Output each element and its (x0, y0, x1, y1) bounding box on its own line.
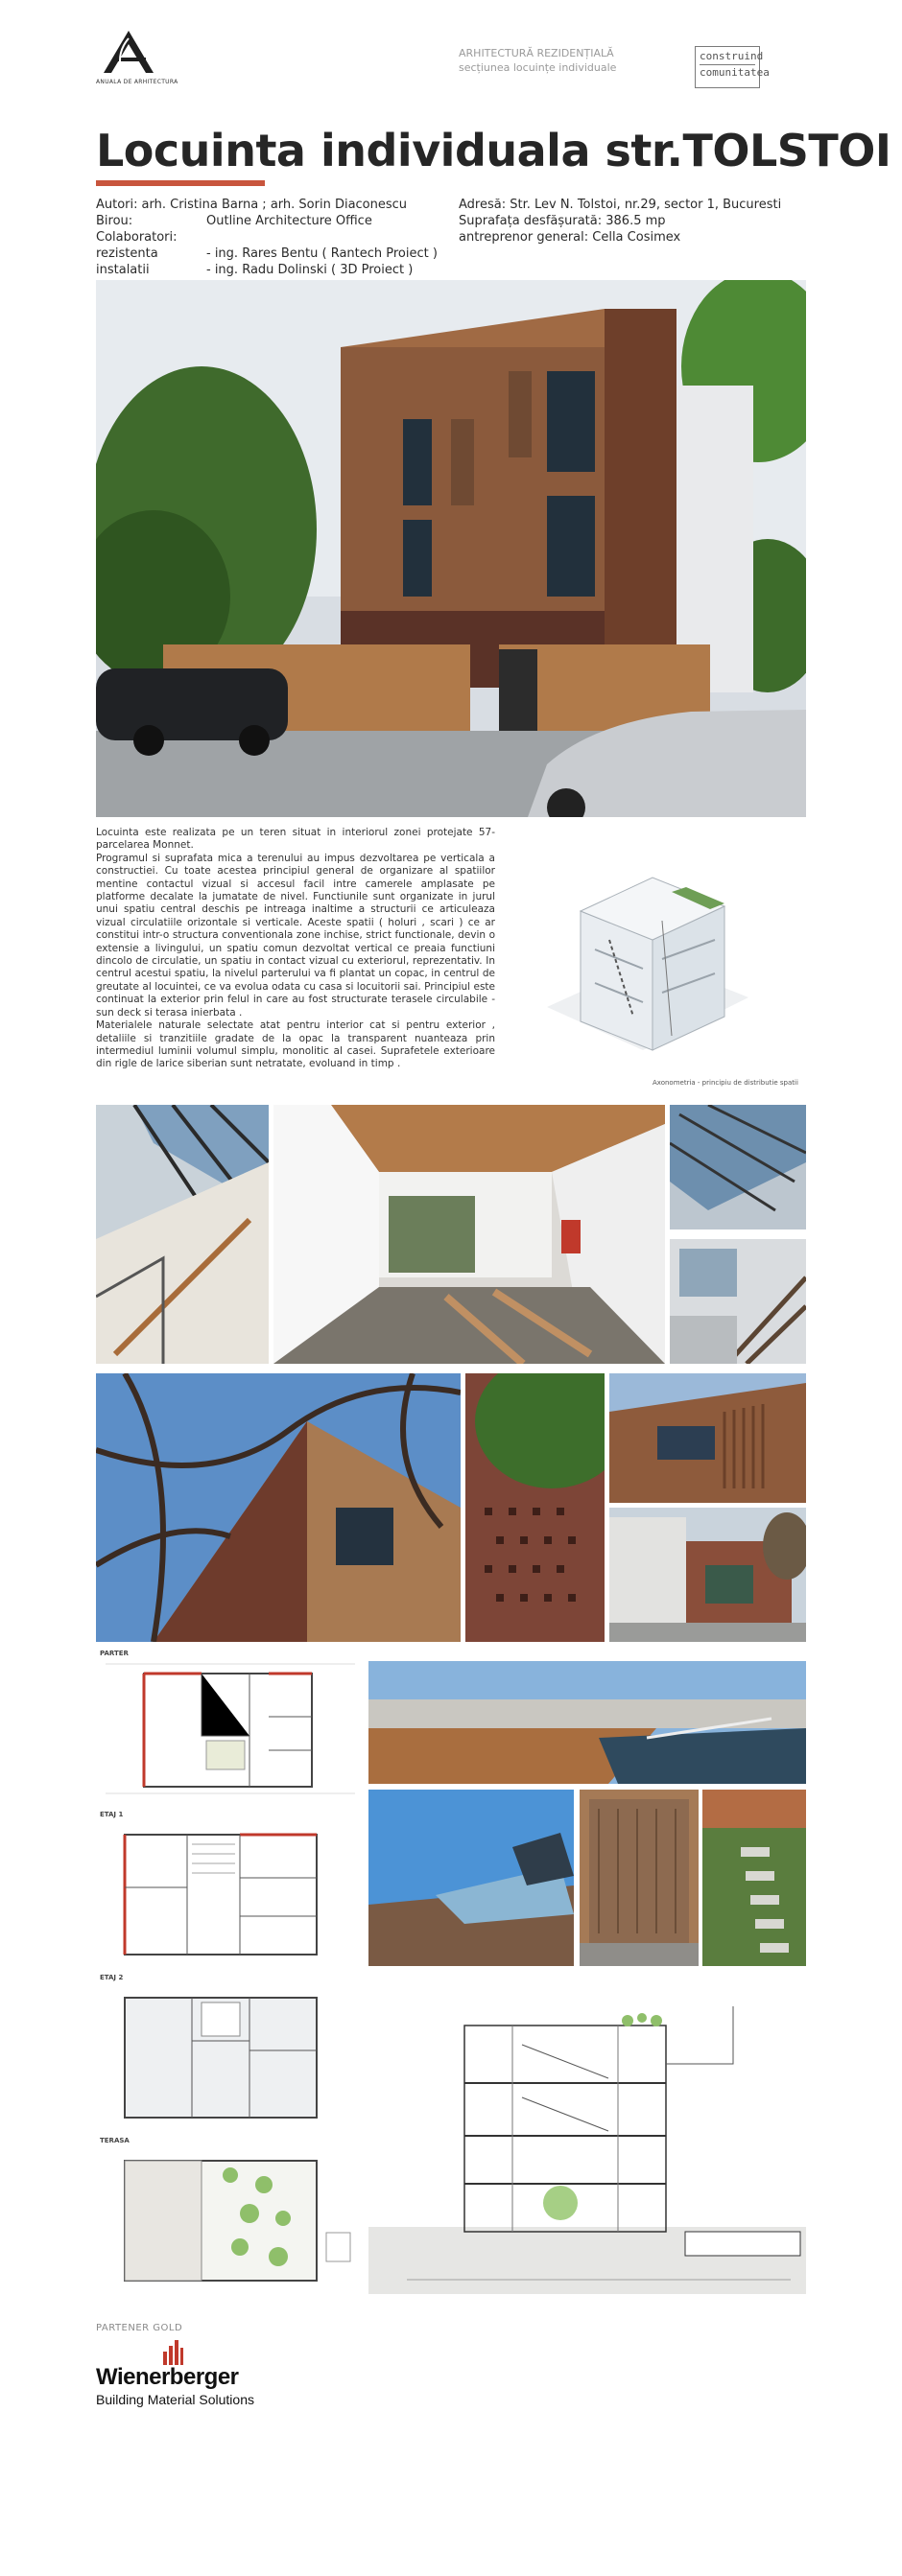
street-view-photo (609, 1508, 806, 1642)
wienerberger-mark-icon (161, 2340, 184, 2365)
credit-row: instalatii - ing. Radu Dolinski ( 3D Proiect ) (96, 263, 414, 277)
plan-label-etaj2: ETAJ 2 (100, 1974, 124, 1981)
credit-row: Colaboratori: (96, 230, 178, 245)
category-label (459, 46, 616, 75)
logo-subtitle: ANUALA DE ARHITECTURA (96, 79, 178, 85)
area-line: Suprafața desfășurată: 386.5 mp (459, 214, 666, 228)
plan-label-terasa: TERASA (100, 2137, 130, 2144)
plan-etaj1-drawing (96, 1820, 365, 1964)
credit-row: Birou: Outline Architecture Office (96, 214, 372, 228)
plan-parter-drawing (96, 1659, 365, 1798)
skylight-terrace-photo (368, 1790, 574, 1966)
section-drawing (368, 1987, 806, 2294)
main-facade-photo (96, 280, 806, 817)
interior-gallery-photo (670, 1239, 806, 1364)
interior-skylight-photo (670, 1105, 806, 1229)
construind-comunitatea-logo (695, 46, 770, 88)
exterior-corner-photo (96, 1373, 461, 1642)
green-roof-photo (702, 1790, 806, 1966)
sun-deck-photo (368, 1661, 806, 1784)
credits-right (459, 197, 781, 246)
category-line-2: secțiunea locuințe individuale (459, 61, 617, 74)
description-paragraph: Programul si suprafata mica a terenului au impus dezvoltarea pe verticala a constructiei. Cu toate acestea principiul general de organizare al spatiilor mentine contactul vizual si accesul facil intre camerele amplasate pe platforme decalate la jumatate de nivel. Functiunile sunt organizate in jurul unui spatiu central deschis pe intreaga inaltime a structurii ce articuleaza vizual circulatiile orizontale si verticale. Aceste spatii ( holuri , scari ) ce ar constitui intr-o structura conventionala zone inchise, strict functionale, devin o extensie a livingului, un spatiu comun dezvoltat vertical ce preaia functiuni dincolo de circulatie, un spatiu in contact vizual cu exteriorul, reprezentativ. In centrul acestui spatiu, la nivelul parterului va fi plantat un copac, in centrul de greutate al locuintei, ce va evolua odata cu casa si locuitorii sai. Principiul este continuat la exterior prin felul in care au fost structurate terasele circulabile - sun deck si terasa inierbata . (96, 852, 495, 1019)
wienerberger-logo: Wienerberger (96, 2364, 239, 2390)
anuala-arhitectura-logo (96, 29, 178, 92)
plan-label-parter: PARTER (100, 1650, 129, 1657)
plan-etaj2-drawing (96, 1983, 365, 2127)
project-description (96, 827, 495, 1071)
screen-door-photo (580, 1790, 699, 1966)
partner-label: PARTENER GOLD (96, 2323, 183, 2333)
facade-louvres-photo (609, 1373, 806, 1503)
page-title: Locuinta individuala str.TOLSTOI (96, 125, 891, 176)
interior-staircase-photo (96, 1105, 269, 1364)
credit-row: Autori: arh. Cristina Barna ; arh. Sorin Diaconescu (96, 198, 408, 212)
plan-terasa-drawing (96, 2146, 365, 2290)
credits-left (96, 197, 438, 278)
address-line: Adresă: Str. Lev N. Tolstoi, nr.29, sector 1, Bucuresti (459, 198, 782, 212)
credit-row: rezistenta - ing. Rares Bentu ( Rantech Proiect ) (96, 246, 438, 261)
description-paragraph: Locuinta este realizata pe un teren situat in interiorul zonei protejate 57-parcelarea Monnet. (96, 827, 495, 852)
plan-label-etaj1: ETAJ 1 (100, 1811, 124, 1818)
category-line-1: ARHITECTURĂ REZIDENȚIALĂ (459, 47, 614, 59)
wienerberger-tagline: Building Material Solutions (96, 2392, 254, 2407)
interior-living-photo (273, 1105, 665, 1364)
brick-tree-photo (465, 1373, 605, 1642)
title-accent-bar (96, 180, 265, 186)
logo-cc-line-2: comunitatea (700, 66, 770, 79)
axonometry-drawing (528, 854, 758, 1065)
contractor-line: antreprenor general: Cella Cosimex (459, 230, 681, 245)
logo-cc-line-1: construind (700, 49, 755, 65)
triangle-a-logo-icon (100, 29, 157, 77)
axonometry-caption: Axonometria - principiu de distributie spatii (653, 1079, 798, 1087)
description-paragraph: Materialele naturale selectate atat pentru interior cat si pentru exterior , detaliile si tranzitiile gradate de la opac la transparent nuanteaza prin intermediul luminii volumul simplu, monolitic al casei. Suprafetele exterioare din rigle de larice siberian sunt netratate, evoluand in timp . (96, 1019, 495, 1070)
